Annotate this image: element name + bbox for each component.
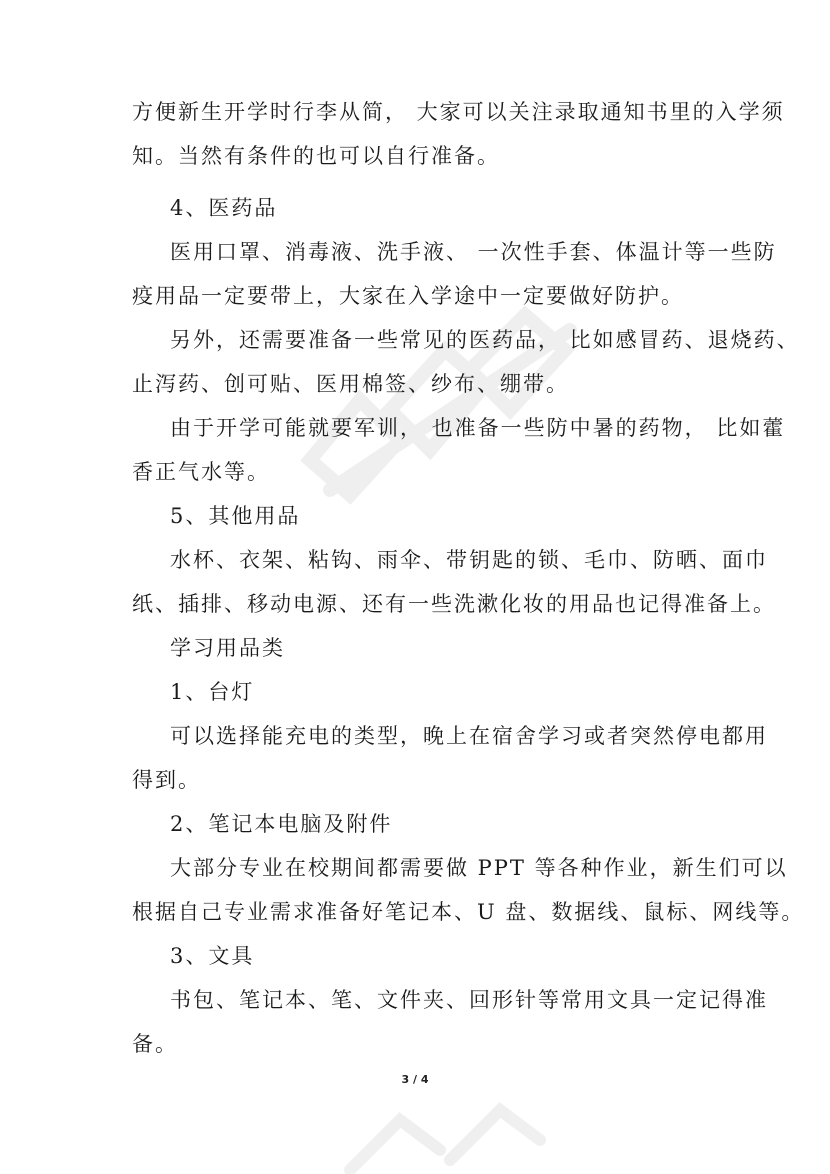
paragraph-line: 纸、插排、移动电源、还有一些洗漱化妆的用品也记得准备上。 <box>132 592 776 616</box>
section-heading-study: 学习用品类 <box>170 636 285 660</box>
paragraph-line: 大部分专业在校期间都需要做 PPT 等各种作业，新生们可以 <box>170 856 788 880</box>
paragraph-line: 香正气水等。 <box>132 460 270 484</box>
paragraph-line: 方便新生开学时行李从简， 大家可以关注录取通知书里的入学须 <box>132 100 785 124</box>
paragraph-line: 水杯、衣架、粘钩、雨伞、带钥匙的锁、毛巾、防晒、面巾 <box>170 548 768 572</box>
section-heading-medicine: 4、医药品 <box>170 196 278 220</box>
paragraph-line: 得到。 <box>132 768 201 792</box>
paragraph-line: 止泻药、创可贴、医用棉签、纱布、绷带。 <box>132 372 569 396</box>
paragraph-line: 医用口罩、消毒液、洗手液、 一次性手套、体温计等一些防 <box>170 240 777 264</box>
paragraph-line: 由于开学可能就要军训， 也准备一些防中暑的药物， 比如藿 <box>170 416 786 440</box>
paragraph-line: 书包、笔记本、笔、文件夹、回形针等常用文具一定记得准 <box>170 988 768 1012</box>
section-heading-lamp: 1、台灯 <box>170 680 255 704</box>
paragraph-line: 知。当然有条件的也可以自行准备。 <box>132 144 500 168</box>
paragraph-line: 备。 <box>132 1032 178 1056</box>
page-number: 3 / 4 <box>401 1073 429 1086</box>
paragraph-line: 另外，还需要准备一些常见的医药品， 比如感冒药、退烧药、 <box>170 328 800 352</box>
section-heading-laptop: 2、笔记本电脑及附件 <box>170 812 393 836</box>
paragraph-line: 可以选择能充电的类型，晚上在宿舍学习或者突然停电都用 <box>170 724 768 748</box>
section-heading-stationery: 3、文具 <box>170 944 255 968</box>
section-heading-other: 5、其他用品 <box>170 504 301 528</box>
paragraph-line: 根据自己专业需求准备好笔记本、U 盘、数据线、鼠标、网线等。 <box>132 900 805 924</box>
watermark-logo-bottom <box>330 1090 550 1174</box>
paragraph-line: 疫用品一定要带上，大家在入学途中一定要做好防护。 <box>132 284 684 308</box>
